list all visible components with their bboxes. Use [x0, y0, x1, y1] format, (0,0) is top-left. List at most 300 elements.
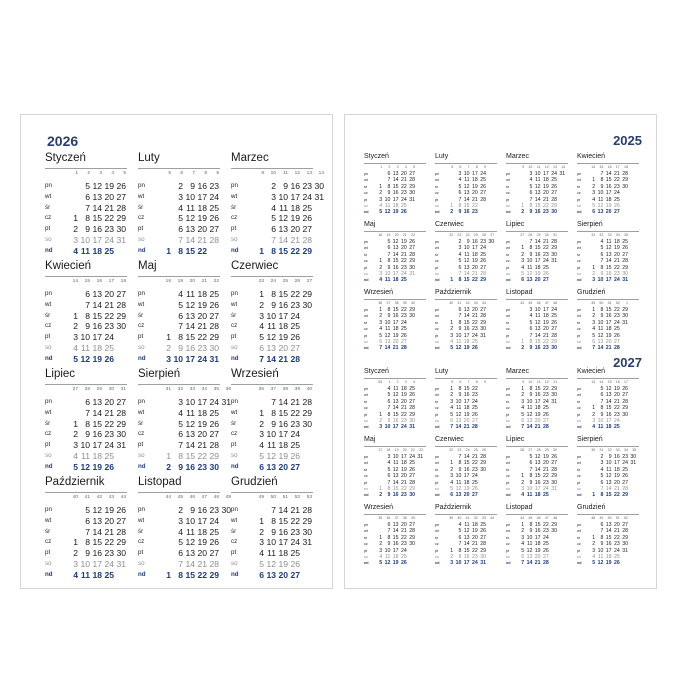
- week-number: 19: [386, 233, 391, 237]
- month-wrzesien-2025: [364, 289, 426, 354]
- day-cell: 29: [209, 332, 219, 343]
- day-cell: 12: [534, 319, 541, 326]
- weekday-label: cz: [231, 430, 238, 438]
- day-cell: 10: [534, 171, 541, 177]
- day-cell: 30: [302, 418, 312, 429]
- day-cell: 4: [458, 177, 462, 184]
- day-cell: 21: [614, 398, 620, 405]
- day-cell: 25: [543, 264, 549, 271]
- day-cell: 16: [392, 418, 399, 424]
- weekday-label: śr: [577, 399, 581, 404]
- day-cell: 20: [472, 534, 478, 541]
- day-cell: 12: [526, 271, 533, 277]
- day-cell: 2: [521, 528, 525, 535]
- day-cell: 27: [116, 515, 126, 526]
- week-number: 5: [451, 165, 454, 169]
- day-cell: 29: [551, 473, 557, 480]
- day-cell: 18: [614, 239, 620, 245]
- month-name: Wrzesień: [231, 368, 279, 380]
- weekday-label: so: [231, 344, 238, 351]
- day-cell: 3: [178, 515, 183, 526]
- day-cell: 30: [302, 526, 312, 537]
- day-cell: 30: [480, 326, 486, 333]
- week-number: 39: [449, 516, 454, 520]
- day-cell: 19: [401, 392, 407, 399]
- day-cell: 15: [463, 547, 470, 554]
- day-cell: 3: [178, 191, 183, 202]
- weekday-label: cz: [231, 322, 238, 330]
- month-divider: [364, 378, 426, 379]
- day-cell: 22: [472, 203, 478, 209]
- day-cell: 19: [92, 353, 102, 364]
- day-cell: 17: [401, 454, 407, 460]
- day-cell: 26: [401, 332, 407, 339]
- week-number: 27: [520, 233, 525, 237]
- month-divider: [577, 231, 639, 232]
- day-cell: 27: [290, 569, 300, 580]
- week-number: 44: [165, 495, 171, 500]
- day-cell: 30: [622, 541, 628, 548]
- weekday-row-sr: [138, 203, 220, 214]
- weekday-label: wt: [364, 461, 368, 466]
- weekday-label: pt: [138, 441, 144, 449]
- day-cell: 11: [384, 277, 391, 284]
- day-cell: 9: [190, 181, 195, 191]
- day-cell: 10: [526, 534, 533, 541]
- day-cell: 13: [455, 492, 462, 499]
- week-number: 52: [615, 301, 620, 305]
- day-cell: 14: [534, 332, 541, 339]
- day-cell: 21: [543, 466, 549, 473]
- weekday-label: nd: [506, 346, 511, 351]
- day-cell: 29: [302, 289, 312, 299]
- day-cell: 6: [529, 190, 533, 197]
- day-cell: 14: [392, 528, 399, 535]
- day-cell: 12: [463, 258, 470, 265]
- weekday-label: pt: [506, 480, 510, 485]
- weekday-label: pn: [364, 455, 369, 459]
- day-cell: 13: [605, 392, 612, 399]
- day-cell: 30: [488, 239, 495, 245]
- weekday-label: pt: [364, 548, 368, 553]
- day-cell: 21: [197, 321, 207, 332]
- day-cell: 6: [85, 289, 90, 299]
- day-cell: 26: [409, 392, 415, 399]
- day-cell: 24: [302, 191, 312, 202]
- week-number: 32: [177, 387, 183, 392]
- weekday-label: cz: [506, 406, 510, 411]
- week-number: 45: [528, 301, 533, 305]
- month-pazdziernik-2026: [45, 477, 127, 583]
- day-cell: 8: [600, 307, 604, 313]
- day-cell: 7: [458, 271, 462, 277]
- day-cell: 7: [458, 196, 462, 203]
- day-cell: 1: [450, 386, 454, 392]
- day-cell: 23: [614, 271, 620, 277]
- weekday-label: wt: [231, 516, 238, 524]
- day-cell: 19: [278, 451, 288, 461]
- weekday-label: nd: [45, 462, 53, 470]
- weekday-label: śr: [506, 535, 510, 540]
- week-number: 1: [380, 165, 383, 169]
- day-cell: 16: [463, 392, 470, 399]
- day-cell: 15: [185, 332, 195, 343]
- day-cell: 30: [551, 479, 557, 486]
- day-cell: 24: [480, 245, 486, 252]
- weekday-row-so: [231, 451, 313, 462]
- month-divider: [506, 163, 568, 164]
- day-cell: 14: [463, 196, 470, 203]
- weekday-row-pt: [45, 548, 127, 559]
- day-cell: 7: [600, 171, 604, 177]
- day-cell: 5: [387, 392, 391, 399]
- day-cell: 11: [455, 405, 462, 412]
- day-cell: 21: [463, 424, 470, 431]
- day-cell: 17: [392, 271, 399, 277]
- day-cell: 11: [455, 339, 462, 345]
- weekday-label: pn: [138, 290, 145, 297]
- weekday-label: cz: [138, 538, 145, 546]
- day-cell: 4: [73, 569, 78, 580]
- day-cell: 25: [480, 251, 486, 258]
- day-cell: 6: [387, 398, 391, 405]
- weekday-row-pn: [138, 505, 231, 516]
- weekday-label: nd: [138, 354, 146, 362]
- day-cell: 7: [387, 528, 391, 535]
- day-cell: 5: [178, 213, 183, 224]
- weekday-label: wt: [506, 529, 510, 534]
- day-cell: 31: [409, 271, 415, 277]
- weekday-label: nd: [138, 570, 146, 578]
- weekday-label: cz: [435, 327, 439, 332]
- month-lipiec-2026: [45, 369, 127, 475]
- day-cell: 7: [521, 560, 525, 567]
- day-cell: 18: [197, 407, 207, 418]
- day-cell: 9: [85, 548, 90, 559]
- day-cell: 2: [450, 209, 454, 216]
- week-number: 44: [520, 516, 525, 520]
- day-cell: 7: [85, 526, 90, 537]
- day-cell: 23: [614, 411, 620, 418]
- day-cell: 8: [458, 277, 462, 284]
- week-number: 29: [96, 387, 102, 392]
- weekday-label: cz: [435, 406, 439, 411]
- weekday-label: nd: [577, 493, 582, 498]
- day-cell: 30: [116, 429, 126, 440]
- weekday-label: cz: [435, 474, 439, 479]
- day-cell: 4: [178, 202, 183, 213]
- day-cell: 15: [392, 258, 399, 265]
- weekday-label: pt: [435, 197, 439, 202]
- day-cell: 26: [480, 258, 486, 265]
- week-number: 18: [623, 165, 628, 169]
- day-cell: 27: [209, 429, 219, 440]
- day-cell: 25: [472, 405, 478, 412]
- day-cell: 7: [85, 202, 90, 213]
- day-cell: 31: [409, 196, 415, 203]
- day-cell: 30: [622, 183, 628, 190]
- day-cell: 29: [209, 451, 219, 461]
- day-cell: 16: [392, 541, 399, 548]
- day-cell: 25: [622, 239, 628, 245]
- day-cell: 25: [401, 326, 407, 333]
- day-cell: 13: [534, 190, 541, 197]
- weekday-row-so: [231, 559, 313, 570]
- day-cell: 17: [534, 258, 541, 265]
- day-cell: 9: [271, 299, 276, 310]
- day-cell: 21: [197, 440, 207, 451]
- week-number: 12: [544, 380, 549, 384]
- day-cell: 12: [526, 547, 533, 554]
- day-cell: 28: [622, 528, 628, 535]
- week-number: 9: [483, 380, 486, 384]
- day-cell: 26: [472, 345, 478, 352]
- day-cell: 12: [185, 213, 195, 224]
- day-cell: 20: [605, 339, 612, 345]
- day-cell: 10: [266, 429, 276, 440]
- day-cell: 16: [92, 321, 102, 332]
- weekday-label: pt: [435, 333, 439, 338]
- day-cell: 20: [278, 343, 288, 353]
- day-cell: 16: [605, 541, 612, 548]
- day-cell: 12: [605, 245, 612, 252]
- day-cell: 12: [92, 181, 102, 191]
- weekday-label: cz: [506, 542, 510, 547]
- day-cell: 1: [73, 310, 78, 321]
- day-cell: 23: [197, 343, 207, 353]
- day-cell: 14: [278, 505, 288, 515]
- weekday-label: pn: [506, 523, 511, 527]
- day-cell: 20: [278, 461, 288, 472]
- weekday-label: cz: [506, 474, 510, 479]
- week-number: 32: [607, 448, 612, 452]
- week-number: 31: [552, 233, 557, 237]
- weekday-row-sr: [231, 419, 313, 430]
- day-cell: 3: [521, 534, 525, 541]
- day-cell: 1: [521, 245, 525, 252]
- day-cell: 11: [81, 451, 90, 461]
- week-number: 49: [225, 495, 231, 500]
- day-cell: 15: [463, 319, 470, 326]
- weekday-label: pn: [231, 182, 238, 189]
- day-cell: 16: [278, 418, 288, 429]
- weekday-row-nd: [435, 277, 497, 283]
- weekday-label: nd: [364, 210, 369, 215]
- day-cell: 29: [551, 386, 557, 392]
- day-cell: 19: [392, 332, 399, 339]
- weekday-row-pn: [231, 505, 313, 516]
- day-cell: 16: [92, 429, 102, 440]
- day-cell: 17: [605, 418, 612, 424]
- day-cell: 19: [472, 528, 478, 535]
- month-name: Kwiecień: [577, 368, 606, 375]
- weekday-label: so: [231, 452, 238, 459]
- weekday-row-pt: [231, 332, 313, 343]
- day-cell: 6: [521, 277, 525, 284]
- weekday-label: wt: [138, 300, 145, 308]
- weekday-label: pt: [506, 197, 510, 202]
- week-number: 21: [201, 279, 207, 284]
- weekday-row-pt: [231, 440, 313, 451]
- day-cell: 13: [185, 310, 195, 321]
- day-cell: 30: [409, 492, 415, 499]
- day-cell: 7: [259, 353, 264, 364]
- day-cell: 20: [401, 171, 407, 177]
- weekday-row-nd: [45, 246, 127, 257]
- week-number: 45: [528, 516, 533, 520]
- day-cell: 16: [392, 264, 399, 271]
- day-cell: 4: [521, 541, 525, 548]
- weekday-label: wt: [577, 178, 581, 183]
- day-cell: 7: [521, 424, 525, 431]
- day-cell: 23: [543, 251, 549, 258]
- day-cell: 13: [463, 307, 470, 313]
- day-cell: 25: [614, 196, 620, 203]
- weekday-row-pt: [45, 332, 127, 343]
- day-cell: 18: [472, 251, 478, 258]
- day-cell: 31: [622, 277, 628, 284]
- week-number: 4: [412, 380, 415, 384]
- day-cell: 11: [80, 245, 90, 256]
- day-cell: 16: [185, 343, 195, 353]
- day-cell: 23: [614, 313, 620, 320]
- day-cell: 23: [614, 183, 620, 190]
- day-cell: 11: [464, 177, 470, 184]
- week-number: 35: [213, 387, 219, 392]
- right-page: [344, 114, 657, 589]
- day-cell: 7: [387, 251, 391, 258]
- day-cell: 14: [526, 560, 533, 567]
- day-cell: 14: [185, 235, 195, 245]
- day-cell: 17: [185, 353, 195, 364]
- week-number: 17: [623, 380, 628, 384]
- month-maj-2026: [138, 261, 220, 367]
- day-cell: 11: [80, 569, 90, 580]
- day-cell: 1: [259, 245, 264, 256]
- day-cell: 3: [592, 418, 596, 424]
- day-cell: 17: [605, 190, 612, 197]
- day-cell: 15: [185, 569, 195, 580]
- day-cell: 26: [614, 560, 620, 567]
- weekday-label: so: [138, 452, 145, 459]
- day-cell: 20: [392, 339, 399, 345]
- month-grudzien-2026: [231, 477, 313, 583]
- day-cell: 21: [104, 299, 114, 310]
- week-number: 11: [536, 165, 541, 169]
- day-cell: 8: [458, 319, 462, 326]
- day-cell: 13: [455, 418, 462, 424]
- weekday-label: pt: [577, 197, 581, 202]
- week-number: 41: [465, 516, 470, 520]
- day-cell: 21: [543, 332, 549, 339]
- day-cell: 11: [526, 405, 533, 412]
- weekday-label: so: [45, 344, 52, 351]
- weekday-row-nd: [364, 277, 426, 283]
- day-cell: 19: [92, 461, 102, 472]
- day-cell: 20: [472, 307, 478, 313]
- month-pazdziernik-2027: [435, 504, 497, 569]
- day-cell: 9: [600, 183, 604, 190]
- weekday-label: wt: [577, 246, 581, 251]
- month-luty-2027: [435, 368, 497, 433]
- day-cell: 3: [592, 547, 596, 554]
- weekday-label: pn: [577, 455, 582, 459]
- week-number: 48: [552, 516, 557, 520]
- day-cell: 12: [80, 353, 90, 364]
- day-cell: 3: [458, 245, 462, 252]
- day-cell: 1: [592, 177, 596, 184]
- day-cell: 19: [463, 345, 470, 352]
- day-cell: 1: [379, 486, 383, 492]
- day-cell: 7: [387, 479, 391, 486]
- day-cell: 26: [116, 505, 126, 515]
- day-cell: 18: [463, 479, 470, 486]
- day-cell: 16: [463, 466, 470, 473]
- day-cell: 10: [597, 319, 604, 326]
- day-cell: 25: [290, 440, 300, 451]
- day-cell: 16: [392, 492, 399, 499]
- day-cell: 5: [271, 213, 276, 224]
- day-cell: 30: [551, 209, 557, 216]
- day-cell: 9: [271, 418, 276, 429]
- day-cell: 10: [173, 353, 183, 364]
- day-cell: 19: [392, 209, 399, 216]
- day-cell: 27: [472, 492, 478, 499]
- day-cell: 11: [606, 466, 612, 473]
- weekday-label: so: [364, 204, 368, 208]
- day-cell: 3: [521, 398, 525, 405]
- day-cell: 25: [614, 326, 620, 333]
- day-cell: 7: [178, 321, 183, 332]
- day-cell: 11: [526, 492, 533, 499]
- day-cell: 30: [409, 190, 415, 197]
- day-cell: 23: [401, 313, 407, 320]
- day-cell: 26: [401, 209, 407, 216]
- weekday-label: nd: [364, 561, 369, 566]
- day-cell: 1: [521, 473, 525, 480]
- day-cell: 25: [409, 460, 415, 467]
- week-number: 17: [615, 165, 620, 169]
- day-cell: 26: [401, 560, 407, 567]
- day-cell: 2: [73, 224, 78, 235]
- week-number: 6: [459, 165, 462, 169]
- weekday-label: cz: [364, 406, 368, 411]
- day-cell: 17: [197, 191, 207, 202]
- day-cell: 1: [521, 203, 525, 209]
- day-cell: 18: [543, 177, 549, 184]
- day-cell: 31: [622, 319, 628, 326]
- day-cell: 22: [401, 258, 407, 265]
- day-cell: 23: [543, 528, 549, 535]
- day-cell: 13: [605, 479, 612, 486]
- day-cell: 4: [379, 554, 383, 560]
- day-cell: 11: [267, 548, 276, 559]
- weekday-label: pt: [435, 480, 439, 485]
- weekday-row-sr: [45, 419, 127, 430]
- month-divider: [45, 276, 127, 277]
- day-cell: 6: [458, 307, 462, 313]
- day-cell: 2: [166, 343, 171, 353]
- day-cell: 8: [387, 411, 391, 418]
- day-cell: 29: [622, 534, 628, 541]
- weekday-row-nd: [435, 560, 497, 566]
- weekday-row-nd: [577, 424, 639, 430]
- weekday-label: śr: [231, 419, 237, 427]
- week-number: 44: [490, 516, 495, 520]
- day-cell: 17: [463, 398, 470, 405]
- day-cell: 9: [178, 343, 183, 353]
- day-cell: 18: [92, 451, 102, 461]
